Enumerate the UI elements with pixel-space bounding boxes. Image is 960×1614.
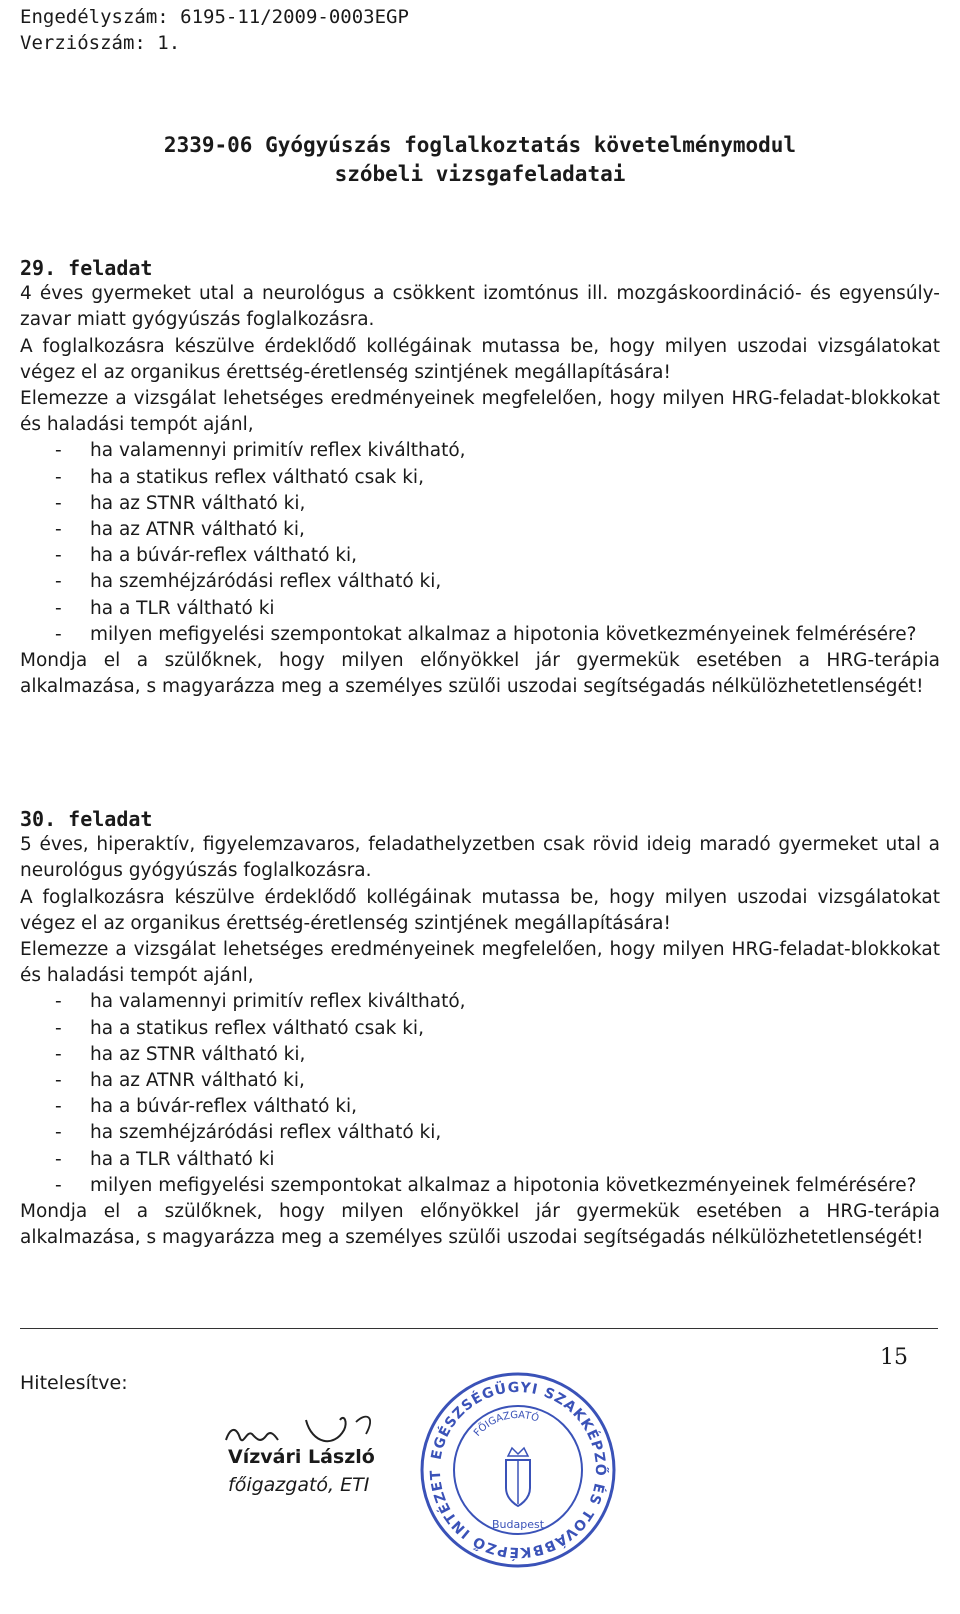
list-item: - ha szemhéjzáródási reflex váltható ki, [55,1122,442,1144]
list-item: - ha a búvár-reflex váltható ki, [55,1096,358,1118]
list-item: - milyen mefigyelési szempontokat alkalmaz a hipotonia következményeinek felmérésére? [55,623,917,645]
list-item: - ha a búvár-reflex váltható ki, [55,545,358,567]
svg-text:EGÉSZSÉGÜGYI SZAKKÉPZŐ ÉS TOVÁ: EGÉSZSÉGÜGYI SZAKKÉPZŐ ÉS TOVÁBBKÉPZŐ INTÉZET [427,1379,609,1561]
footer-divider [20,1328,938,1329]
task-paragraph: A foglalkozásra készülve érdeklődő kollégáinak mutassa be, hogy milyen uszodai vizsgálatokat végez el az organikus érettség-éretlenség szintjének megállapítására! [20,335,940,383]
task-intro: 5 éves, hiperaktív, figyelemzavaros, feladathelyzetben csak rövid ideig maradó gyermeket utal a neurológus gyógyúszás foglalkozásra. [20,834,940,882]
list-item: - ha a statikus reflex váltható csak ki, [55,466,424,488]
list-item: - ha valamennyi primitív reflex kiváltható, [55,440,466,462]
list-item: - ha a TLR váltható ki [55,1148,275,1170]
reflex-list [20,438,940,648]
list-item: - ha az ATNR váltható ki, [55,1070,305,1092]
version-number: Verziószám: 1. [20,32,181,54]
list-item: - ha az ATNR váltható ki, [55,519,305,541]
reflex-list [20,989,940,1199]
module-title: 2339-06 Gyógyúszás foglalkoztatás követelménymodul [163,133,797,157]
task-paragraph: Elemezze a vizsgálat lehetséges eredményeinek megfelelően, hogy milyen HRG-feladat-blokkokat és haladási tempót ajánl, [20,939,940,987]
task-intro: 4 éves gyermeket utal a neurológus a csökkent izomtónus ill. mozgáskoordináció- és egyensúly-zavar miatt gyógyúszás foglalkozásra. [20,283,940,331]
official-seal [418,1370,618,1570]
task-paragraph: Elemezze a vizsgálat lehetséges eredményeinek megfelelően, hogy milyen HRG-feladat-blokkokat és haladási tempót ajánl, [20,388,940,436]
list-item: - milyen mefigyelési szempontokat alkalmaz a hipotonia következményeinek felmérésére? [55,1174,917,1196]
authenticated-label: Hitelesítve: [20,1372,128,1394]
list-item: - ha szemhéjzáródási reflex váltható ki, [55,571,442,593]
task-paragraph: Mondja el a szülőknek, hogy milyen előnyökkel jár gyermekük esetében a HRG-terápia alkalmazása, s magyarázza meg a személyes szülői uszodai segítségadás nélkülözhetetlenségét! [20,1201,940,1249]
list-item: - ha valamennyi primitív reflex kiváltható, [55,991,466,1013]
svg-text:Budapest: Budapest [491,1518,545,1531]
signer-name: Vízvári László [228,1446,375,1468]
license-number: Engedélyszám: 6195-11/2009-0003EGP [20,6,409,28]
task-paragraph: A foglalkozásra készülve érdeklődő kollégáinak mutassa be, hogy milyen uszodai vizsgálatokat végez el az organikus érettség-éretlenség szintjének megállapítására! [20,886,940,934]
task-heading: 29. feladat [20,256,153,280]
task-29 [20,255,940,700]
list-item: - ha az STNR váltható ki, [55,1043,306,1065]
list-item: - ha a TLR váltható ki [55,597,275,619]
svg-text:FŐIGAZGATÓ: FŐIGAZGATÓ [471,1409,541,1439]
list-item: - ha a statikus reflex váltható csak ki, [55,1017,424,1039]
module-subtitle: szóbeli vizsgafeladatai [334,162,626,186]
signer-role: főigazgató, ETI [228,1474,370,1496]
task-heading: 30. feladat [20,807,153,831]
list-item: - ha az STNR váltható ki, [55,492,306,514]
page-number: 15 [880,1345,908,1370]
task-paragraph: Mondja el a szülőknek, hogy milyen előnyökkel jár gyermekük esetében a HRG-terápia alkalmazása, s magyarázza meg a személyes szülői uszodai segítségadás nélkülözhetetlenségét! [20,650,940,698]
task-30 [20,806,940,1251]
